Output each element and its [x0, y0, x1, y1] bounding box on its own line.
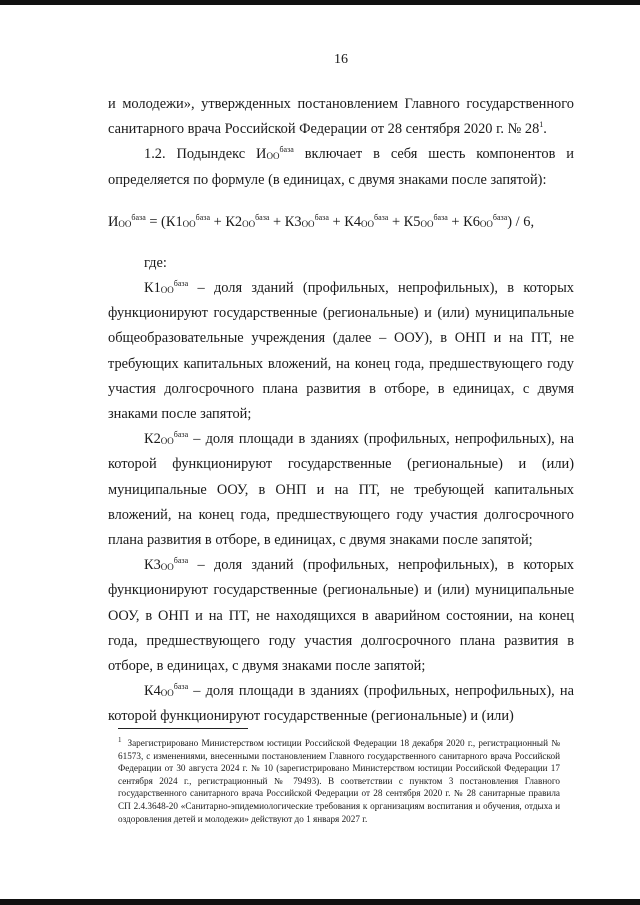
subindex-sub: ОО: [266, 151, 280, 162]
definition-k2: $К2_{ОО}^{база}$ – доля площади в зданиях (профильных, непрофильных), на которой функционируют государственные (региональные) и (или) муниципальные ООУ, в ОНП и на ПТ, не требующей капитальных вложений, на конец года, предшествующего году участия долгосрочного плана развития в отборе, в единицах, с двумя знаками после запятой;: [108, 430, 574, 549]
footnote-separator: [118, 728, 248, 729]
subsection-text: включает в себя шесть компонентов и определяется по формуле (в единицах, с двумя знаками после запятой):: [108, 146, 574, 188]
footnote-mark: 1: [118, 736, 122, 744]
definition-k1: $К1_{ОО}^{база}$ – доля зданий (профильных, непрофильных), в которых функционируют государственные (региональные) и (или) муниципальные общеобразовательные учреждения (далее – ООУ), в ОНП и на ПТ, не требующих капитальных вложений, на конец года, предшествующего году участия долгосрочного плана развития в отборе, в единицах, с двумя знаками после запятой;: [108, 279, 574, 423]
subindex-symbol: И: [256, 146, 267, 163]
formula-term: $К4_{ОО}^{база}$ +: [344, 212, 404, 230]
formula-tail: ) / 6,: [507, 213, 535, 230]
formula-term: $К6_{ОО}^{база}$: [463, 212, 508, 230]
subindex-sup: база: [279, 145, 294, 155]
subsection-lead: 1.2. Подындекс: [144, 146, 246, 163]
top-edge-rule: [0, 0, 640, 5]
formula-lhs: И: [108, 213, 119, 230]
footnote-reference: 1: [539, 120, 544, 130]
subsection-1-2: [108, 142, 574, 192]
page-number: 16: [334, 52, 348, 67]
definition-k3: $К3_{ОО}^{база}$ – доля зданий (профильных, непрофильных), в которых функционируют государственные (региональные) и (или) муниципальные ООУ, в ОНП и на ПТ, не находящихся в аварийном состоянии, на конец года, предшествующего году участия долгосрочного плана развития в отборе, в единицах, с двумя знаками после запятой;: [108, 556, 574, 675]
formula-lhs-sub: ОО: [118, 218, 132, 229]
formula-lhs-sup: база: [131, 212, 146, 222]
formula-term: $К3_{ОО}^{база}$ +: [284, 212, 345, 230]
document-page: [108, 52, 574, 730]
where-label: где:: [144, 254, 167, 271]
bottom-edge-rule: [0, 899, 640, 905]
footnote-text: Зарегистрировано Министерством юстиции Российской Федерации 18 декабря 2020 г., регистрационный № 61573, с изменениями, внесенными постановлением Главного государственного санитарного врача Российской Федерации от 30 августа 2024 г. № 10 (зарегистрировано Министерством юстиции Российской Федерации 17 сентября 2024 г., регистрационный № 79493). В соответствии с пунктом 3 постановления Главного государственного санитарного врача Российской Федерации от 28 сентября 2020 г. № 28 санитарные правила СП 2.4.3648-20 «Санитарно-эпидемиологические требования к организациям воспитания и обучения, отдыха и оздоровления детей и молодежи» действуют до 1 января 2027 г.: [118, 738, 560, 824]
formula-eq: = (: [145, 213, 166, 230]
formula-term: $К5_{ОО}^{база}$ +: [403, 212, 464, 230]
continuation-paragraph: [108, 92, 574, 142]
definition-k4: $К4_{ОО}^{база}$ – доля площади в зданиях (профильных, непрофильных), на которой функционируют государственные (региональные) и (или): [108, 682, 574, 725]
formula-term: $К1_{ОО}^{база}$ +: [165, 212, 226, 230]
formula: [108, 209, 574, 235]
formula-term: $К2_{ОО}^{база}$ +: [225, 212, 285, 230]
continuation-text: и молодежи», утвержденных постановлением Главного государственного санитарного врача Российской Федерации от 28 сентября 2020 г. № 28: [108, 96, 574, 138]
footnote: [118, 734, 560, 825]
continuation-end: .: [543, 121, 547, 138]
